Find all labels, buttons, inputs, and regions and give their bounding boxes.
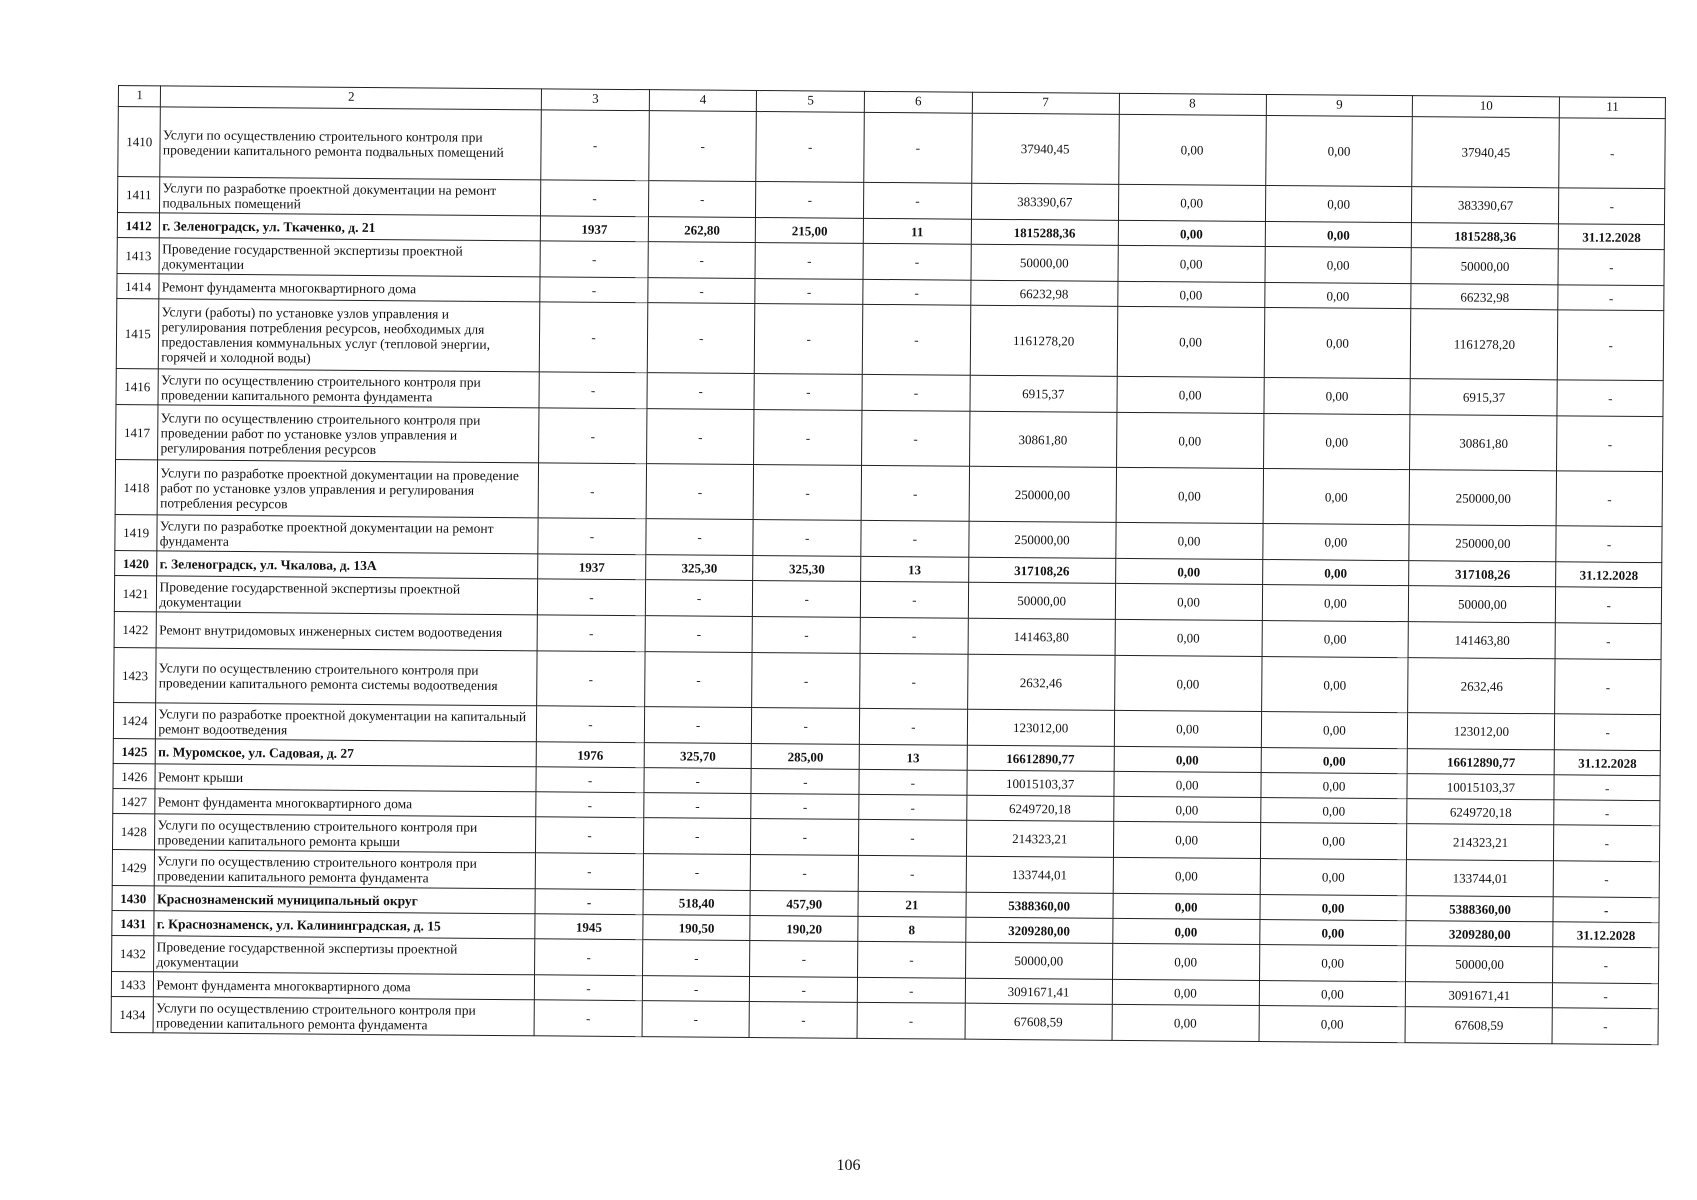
value-cell: 190,50 bbox=[643, 915, 751, 941]
value-cell: 0,00 bbox=[1114, 771, 1261, 797]
value-cell: 0,00 bbox=[1261, 747, 1408, 773]
value-cell: - bbox=[857, 1002, 965, 1039]
value-cell: 6915,37 bbox=[1410, 379, 1557, 416]
value-cell: 2632,46 bbox=[1408, 658, 1555, 714]
value-cell: - bbox=[645, 580, 753, 617]
value-cell: 250000,00 bbox=[1410, 470, 1557, 526]
value-cell: - bbox=[536, 817, 644, 854]
value-cell: - bbox=[648, 242, 756, 279]
value-cell: 133744,01 bbox=[966, 856, 1113, 893]
header-cell: 3 bbox=[542, 89, 650, 111]
value-cell: - bbox=[754, 465, 862, 521]
value-cell: - bbox=[756, 112, 864, 183]
value-cell: 0,00 bbox=[1265, 247, 1412, 284]
value-cell: - bbox=[646, 409, 754, 465]
value-cell: - bbox=[646, 464, 754, 520]
value-cell: - bbox=[644, 707, 752, 744]
description-cell: Услуги по разработке проектной документации на ремонт подвальных помещений bbox=[160, 177, 541, 216]
row-number-cell: 1425 bbox=[113, 738, 156, 763]
value-cell: - bbox=[540, 241, 648, 278]
value-cell: 37940,45 bbox=[1412, 117, 1559, 188]
value-cell: - bbox=[645, 616, 753, 653]
description-cell: Услуги по разработке проектной документации на ремонт фундамента bbox=[157, 515, 538, 554]
value-cell: 0,00 bbox=[1118, 114, 1265, 185]
value-cell: 3209280,00 bbox=[1406, 921, 1553, 947]
value-cell: 31.12.2028 bbox=[1556, 562, 1662, 588]
value-cell: 0,00 bbox=[1260, 797, 1407, 823]
value-cell: 0,00 bbox=[1116, 412, 1263, 468]
value-cell: - bbox=[644, 652, 752, 708]
description-cell: Услуги по разработке проектной документации на капитальный ремонт водоотведения bbox=[156, 703, 537, 742]
value-cell: - bbox=[755, 243, 863, 280]
value-cell: 0,00 bbox=[1261, 656, 1408, 712]
row-number-cell: 1417 bbox=[116, 404, 159, 459]
row-number-cell: 1418 bbox=[115, 459, 158, 514]
value-cell: - bbox=[862, 304, 970, 375]
value-cell: - bbox=[861, 520, 969, 557]
value-cell: - bbox=[1553, 897, 1659, 923]
value-cell: 0,00 bbox=[1118, 220, 1265, 246]
table-row bbox=[118, 107, 1666, 189]
value-cell: 141463,80 bbox=[1409, 622, 1556, 659]
row-number-cell: 1432 bbox=[112, 935, 155, 971]
description-cell: Ремонт внутридомовых инженерных систем водоотведения bbox=[157, 612, 538, 651]
value-cell: - bbox=[539, 408, 647, 464]
value-cell: - bbox=[537, 651, 645, 707]
value-cell: - bbox=[1557, 380, 1663, 417]
value-cell: - bbox=[539, 372, 647, 409]
value-cell: 0,00 bbox=[1112, 943, 1259, 980]
value-cell: 0,00 bbox=[1112, 979, 1259, 1005]
description-cell: Ремонт фундамента многоквартирного дома bbox=[154, 972, 535, 1000]
description-cell: Ремонт крыши bbox=[155, 764, 536, 792]
value-cell: - bbox=[864, 112, 972, 183]
value-cell: 13 bbox=[859, 744, 967, 770]
value-cell: 3091671,41 bbox=[965, 978, 1112, 1004]
value-cell: - bbox=[753, 520, 861, 557]
description-cell: Услуги по осуществлению строительного контроля при проведении капитального ремонта фундамента bbox=[153, 997, 534, 1036]
row-number-cell: 1433 bbox=[111, 971, 154, 996]
value-cell: 1976 bbox=[536, 742, 644, 768]
value-cell: 3209280,00 bbox=[965, 917, 1112, 943]
description-cell: г. Зеленоградск, ул. Ткаченко, д. 21 bbox=[160, 213, 541, 241]
value-cell: 6249720,18 bbox=[1407, 799, 1554, 825]
value-cell: - bbox=[648, 181, 756, 218]
value-cell: 2632,46 bbox=[967, 654, 1114, 710]
value-cell: 0,00 bbox=[1263, 469, 1410, 525]
value-cell: - bbox=[753, 617, 861, 654]
value-cell: 10015103,37 bbox=[1407, 774, 1554, 800]
value-cell: 50000,00 bbox=[971, 244, 1118, 281]
value-cell: 325,70 bbox=[644, 743, 752, 769]
value-cell: - bbox=[751, 768, 859, 794]
value-cell: - bbox=[537, 615, 645, 652]
value-cell: - bbox=[1554, 775, 1660, 801]
value-cell: 30861,80 bbox=[969, 411, 1116, 467]
value-cell: 0,00 bbox=[1259, 944, 1406, 981]
register-table bbox=[111, 85, 1666, 1045]
value-cell: 1161278,20 bbox=[1411, 309, 1558, 380]
value-cell: - bbox=[859, 708, 967, 745]
value-cell: 0,00 bbox=[1118, 184, 1265, 221]
value-cell: - bbox=[859, 794, 967, 820]
value-cell: - bbox=[1554, 861, 1660, 898]
header-cell: 11 bbox=[1560, 97, 1666, 119]
value-cell: 325,30 bbox=[645, 555, 753, 581]
value-cell: - bbox=[863, 279, 971, 305]
value-cell: 0,00 bbox=[1259, 919, 1406, 945]
value-cell: 31.12.2028 bbox=[1559, 224, 1665, 250]
value-cell: - bbox=[1556, 471, 1662, 527]
value-cell: 31.12.2028 bbox=[1553, 922, 1659, 948]
description-cell: Услуги по осуществлению строительного контроля при проведении капитального ремонта фундамента bbox=[158, 369, 539, 408]
page-number: 106 bbox=[836, 1157, 861, 1174]
value-cell: - bbox=[541, 110, 649, 181]
value-cell: - bbox=[642, 1001, 750, 1038]
row-number-cell: 1419 bbox=[115, 514, 158, 550]
value-cell: 0,00 bbox=[1115, 558, 1262, 584]
row-number-cell: 1423 bbox=[114, 647, 157, 702]
value-cell: - bbox=[1554, 800, 1660, 826]
description-cell: Услуги (работы) по установке узлов управления и регулирования потребления ресурсов, необходимых для предоставления коммунальных услуг (тепловой энергии, горячей и холодной воды) bbox=[159, 299, 540, 372]
value-cell: 6249720,18 bbox=[966, 795, 1113, 821]
value-cell: 66232,98 bbox=[1411, 284, 1558, 310]
value-cell: - bbox=[863, 243, 971, 280]
value-cell: 0,00 bbox=[1117, 306, 1264, 377]
value-cell: - bbox=[535, 853, 643, 890]
value-cell: - bbox=[752, 707, 860, 744]
description-cell: Услуги по осуществлению строительного контроля при проведении капитального ремонта крыши bbox=[155, 814, 536, 853]
header-cell: 1 bbox=[118, 86, 161, 107]
description-cell: Проведение государственной экспертизы проектной документации bbox=[159, 238, 540, 277]
value-cell: 215,00 bbox=[756, 218, 864, 244]
value-cell: 250000,00 bbox=[968, 521, 1115, 558]
table-row bbox=[116, 298, 1664, 380]
row-number-cell: 1427 bbox=[113, 788, 156, 813]
value-cell: 133744,01 bbox=[1407, 860, 1554, 897]
value-cell: - bbox=[644, 768, 752, 794]
value-cell: 13 bbox=[861, 556, 969, 582]
value-cell: - bbox=[857, 977, 965, 1003]
value-cell: - bbox=[859, 819, 967, 856]
value-cell: 0,00 bbox=[1262, 524, 1409, 561]
value-cell: - bbox=[861, 465, 969, 521]
value-cell: 0,00 bbox=[1117, 376, 1264, 413]
header-cell: 9 bbox=[1266, 95, 1413, 117]
row-number-cell: 1413 bbox=[117, 237, 160, 273]
value-cell: 0,00 bbox=[1265, 116, 1412, 187]
value-cell: 0,00 bbox=[1260, 894, 1407, 920]
header-cell: 5 bbox=[757, 91, 865, 113]
value-cell: - bbox=[1552, 1008, 1658, 1045]
header-cell: 7 bbox=[972, 92, 1119, 114]
value-cell: 31.12.2028 bbox=[1555, 750, 1661, 776]
value-cell: - bbox=[752, 653, 860, 709]
value-cell: - bbox=[538, 463, 646, 519]
row-number-cell: 1420 bbox=[115, 550, 158, 575]
header-cell: 2 bbox=[161, 86, 542, 110]
value-cell: 457,90 bbox=[750, 890, 858, 916]
value-cell: - bbox=[751, 854, 859, 891]
value-cell: 0,00 bbox=[1262, 621, 1409, 658]
value-cell: - bbox=[750, 976, 858, 1002]
value-cell: 0,00 bbox=[1264, 283, 1411, 309]
description-cell: Услуги по осуществлению строительного контроля при проведении капитального ремонта системы водоотведения bbox=[156, 648, 537, 706]
value-cell: 383390,67 bbox=[1412, 187, 1559, 224]
value-cell: 30861,80 bbox=[1410, 415, 1557, 471]
value-cell: - bbox=[1555, 623, 1661, 660]
row-number-cell: 1434 bbox=[111, 996, 154, 1032]
row-number-cell: 1426 bbox=[113, 763, 156, 788]
value-cell: 0,00 bbox=[1264, 308, 1411, 379]
value-cell: - bbox=[648, 278, 756, 304]
value-cell: 0,00 bbox=[1115, 522, 1262, 559]
value-cell: 10015103,37 bbox=[967, 770, 1114, 796]
value-cell: 1945 bbox=[535, 914, 643, 940]
value-cell: 21 bbox=[858, 891, 966, 917]
value-cell: - bbox=[541, 180, 649, 217]
value-cell: - bbox=[864, 182, 972, 219]
value-cell: 0,00 bbox=[1113, 857, 1260, 894]
value-cell: - bbox=[642, 976, 750, 1002]
value-cell: 383390,67 bbox=[971, 183, 1118, 220]
value-cell: 50000,00 bbox=[1406, 946, 1553, 983]
value-cell: 0,00 bbox=[1261, 711, 1408, 748]
value-cell: - bbox=[1556, 526, 1662, 563]
value-cell: - bbox=[754, 410, 862, 466]
value-cell: 0,00 bbox=[1265, 222, 1412, 248]
value-cell: - bbox=[751, 818, 859, 855]
value-cell: 0,00 bbox=[1113, 821, 1260, 858]
value-cell: 5388360,00 bbox=[966, 892, 1113, 918]
value-cell: - bbox=[1553, 983, 1659, 1009]
value-cell: - bbox=[751, 793, 859, 819]
description-cell: Ремонт фундамента многоквартирного дома bbox=[155, 789, 536, 817]
value-cell: - bbox=[535, 975, 643, 1001]
value-cell: - bbox=[537, 706, 645, 743]
value-cell: 16612890,77 bbox=[1408, 749, 1555, 775]
value-cell: 0,00 bbox=[1114, 655, 1261, 711]
value-cell: 250000,00 bbox=[1409, 525, 1556, 562]
value-cell: - bbox=[1559, 118, 1665, 189]
value-cell: 37940,45 bbox=[971, 113, 1118, 184]
value-cell: 123012,00 bbox=[967, 709, 1114, 746]
value-cell: 262,80 bbox=[648, 217, 756, 243]
value-cell: 1937 bbox=[538, 554, 646, 580]
value-cell: 0,00 bbox=[1117, 281, 1264, 307]
value-cell: - bbox=[1556, 587, 1662, 624]
value-cell: 1815288,36 bbox=[971, 219, 1118, 245]
value-cell: 66232,98 bbox=[970, 280, 1117, 306]
row-number-cell: 1429 bbox=[112, 849, 155, 885]
value-cell: 0,00 bbox=[1114, 710, 1261, 747]
value-cell: - bbox=[538, 518, 646, 555]
row-number-cell: 1428 bbox=[112, 813, 155, 849]
row-number-cell: 1411 bbox=[117, 177, 160, 213]
value-cell: - bbox=[643, 854, 751, 891]
value-cell: 0,00 bbox=[1260, 772, 1407, 798]
description-cell: Услуги по разработке проектной документации на проведение работ по установке узлов управления и регулирования потребления ресурсов bbox=[158, 460, 539, 518]
value-cell: 67608,59 bbox=[965, 1003, 1112, 1040]
row-number-cell: 1421 bbox=[114, 575, 157, 611]
value-cell: 67608,59 bbox=[1405, 1007, 1552, 1044]
value-cell: 0,00 bbox=[1114, 746, 1261, 772]
value-cell: 50000,00 bbox=[968, 582, 1115, 619]
description-cell: Проведение государственной экспертизы проектной документации bbox=[157, 576, 538, 615]
value-cell: 5388360,00 bbox=[1406, 896, 1553, 922]
value-cell: 3091671,41 bbox=[1406, 982, 1553, 1008]
table-body bbox=[111, 86, 1665, 1045]
value-cell: - bbox=[534, 1000, 642, 1037]
value-cell: - bbox=[755, 304, 863, 375]
value-cell: 0,00 bbox=[1113, 796, 1260, 822]
row-number-cell: 1415 bbox=[116, 298, 159, 368]
row-number-cell: 1430 bbox=[112, 885, 155, 910]
value-cell: - bbox=[862, 374, 970, 411]
value-cell: - bbox=[1553, 947, 1659, 984]
value-cell: 6915,37 bbox=[970, 375, 1117, 412]
value-cell: 250000,00 bbox=[969, 466, 1116, 522]
value-cell: 123012,00 bbox=[1408, 713, 1555, 750]
value-cell: - bbox=[649, 111, 757, 182]
value-cell: - bbox=[750, 940, 858, 977]
value-cell: - bbox=[859, 769, 967, 795]
row-number-cell: 1416 bbox=[116, 368, 159, 404]
value-cell: 0,00 bbox=[1116, 467, 1263, 523]
value-cell: - bbox=[749, 1001, 857, 1038]
value-cell: 0,00 bbox=[1260, 858, 1407, 895]
value-cell: 141463,80 bbox=[968, 618, 1115, 655]
value-cell: 0,00 bbox=[1115, 583, 1262, 620]
description-cell: Краснознаменский муниципальный округ bbox=[154, 886, 535, 914]
value-cell: 50000,00 bbox=[965, 942, 1112, 979]
value-cell: - bbox=[647, 303, 755, 374]
value-cell: 0,00 bbox=[1263, 414, 1410, 470]
value-cell: 0,00 bbox=[1260, 822, 1407, 859]
row-number-cell: 1412 bbox=[117, 213, 160, 238]
header-cell: 10 bbox=[1413, 96, 1560, 118]
value-cell: 1161278,20 bbox=[970, 305, 1117, 376]
value-cell: - bbox=[1558, 310, 1664, 381]
row-number-cell: 1424 bbox=[113, 702, 156, 738]
row-number-cell: 1414 bbox=[117, 273, 160, 298]
header-cell: 4 bbox=[649, 90, 757, 112]
value-cell: 0,00 bbox=[1112, 1004, 1259, 1041]
value-cell: 0,00 bbox=[1259, 1005, 1406, 1042]
value-cell: 285,00 bbox=[752, 743, 860, 769]
description-cell: г. Краснознаменск, ул. Калининградская, д. 15 bbox=[154, 911, 535, 939]
value-cell: - bbox=[1555, 659, 1661, 715]
value-cell: - bbox=[1554, 825, 1660, 862]
value-cell: - bbox=[1558, 285, 1664, 311]
value-cell: - bbox=[535, 889, 643, 915]
value-cell: - bbox=[756, 182, 864, 219]
value-cell: 518,40 bbox=[643, 890, 751, 916]
value-cell: 0,00 bbox=[1115, 619, 1262, 656]
value-cell: 1815288,36 bbox=[1412, 223, 1559, 249]
value-cell: 0,00 bbox=[1263, 378, 1410, 415]
row-number-cell: 1410 bbox=[118, 107, 161, 177]
value-cell: 190,20 bbox=[750, 915, 858, 941]
value-cell: 16612890,77 bbox=[967, 745, 1114, 771]
value-cell: - bbox=[536, 792, 644, 818]
value-cell: - bbox=[539, 302, 647, 373]
value-cell: - bbox=[646, 519, 754, 556]
description-cell: Услуги по осуществлению строительного контроля при проведении капитального ремонта фундамента bbox=[155, 850, 536, 889]
value-cell: - bbox=[644, 793, 752, 819]
value-cell: - bbox=[1558, 249, 1664, 286]
value-cell: - bbox=[647, 373, 755, 410]
value-cell: 11 bbox=[863, 218, 971, 244]
row-number-cell: 1422 bbox=[114, 611, 157, 647]
header-cell: 8 bbox=[1119, 93, 1266, 115]
description-cell: п. Муромское, ул. Садовая, д. 27 bbox=[156, 739, 537, 767]
value-cell: - bbox=[753, 581, 861, 618]
value-cell: 325,30 bbox=[753, 556, 861, 582]
value-cell: - bbox=[540, 277, 648, 303]
description-cell: Ремонт фундамента многоквартирного дома bbox=[159, 274, 540, 302]
value-cell: 214323,21 bbox=[1407, 824, 1554, 861]
value-cell: - bbox=[1559, 188, 1665, 225]
value-cell: 214323,21 bbox=[966, 820, 1113, 857]
value-cell: - bbox=[536, 767, 644, 793]
value-cell: 0,00 bbox=[1113, 893, 1260, 919]
value-cell: - bbox=[860, 653, 968, 709]
value-cell: - bbox=[862, 410, 970, 466]
description-cell: Услуги по осуществлению строительного контроля при проведении работ по установке узлов управления и регулирования потребления ресурсов bbox=[158, 405, 539, 463]
value-cell: - bbox=[642, 940, 750, 977]
value-cell: 0,00 bbox=[1118, 245, 1265, 282]
value-cell: - bbox=[754, 374, 862, 411]
value-cell: 0,00 bbox=[1265, 186, 1412, 223]
value-cell: - bbox=[858, 941, 966, 978]
value-cell: 0,00 bbox=[1262, 585, 1409, 622]
value-cell: 0,00 bbox=[1112, 918, 1259, 944]
value-cell: - bbox=[860, 581, 968, 618]
value-cell: - bbox=[858, 855, 966, 892]
description-cell: Проведение государственной экспертизы проектной документации bbox=[154, 936, 535, 975]
value-cell: 50000,00 bbox=[1409, 586, 1556, 623]
value-cell: - bbox=[643, 818, 751, 855]
value-cell: 317108,26 bbox=[968, 557, 1115, 583]
value-cell: 0,00 bbox=[1262, 560, 1409, 586]
value-cell: - bbox=[860, 617, 968, 654]
row-number-cell: 1431 bbox=[112, 910, 155, 935]
value-cell: - bbox=[538, 579, 646, 616]
value-cell: 50000,00 bbox=[1411, 248, 1558, 285]
value-cell: 0,00 bbox=[1259, 980, 1406, 1006]
description-cell: Услуги по осуществлению строительного контроля при проведении капитального ремонта подвальных помещений bbox=[160, 107, 541, 180]
value-cell: - bbox=[1555, 714, 1661, 751]
value-cell: - bbox=[535, 939, 643, 976]
description-cell: г. Зеленоградск, ул. Чкалова, д. 13А bbox=[157, 551, 538, 579]
value-cell: 8 bbox=[858, 916, 966, 942]
header-cell: 6 bbox=[864, 91, 972, 113]
value-cell: 1937 bbox=[541, 216, 649, 242]
value-cell: 317108,26 bbox=[1409, 561, 1556, 587]
value-cell: - bbox=[1557, 416, 1663, 472]
value-cell: - bbox=[755, 279, 863, 305]
